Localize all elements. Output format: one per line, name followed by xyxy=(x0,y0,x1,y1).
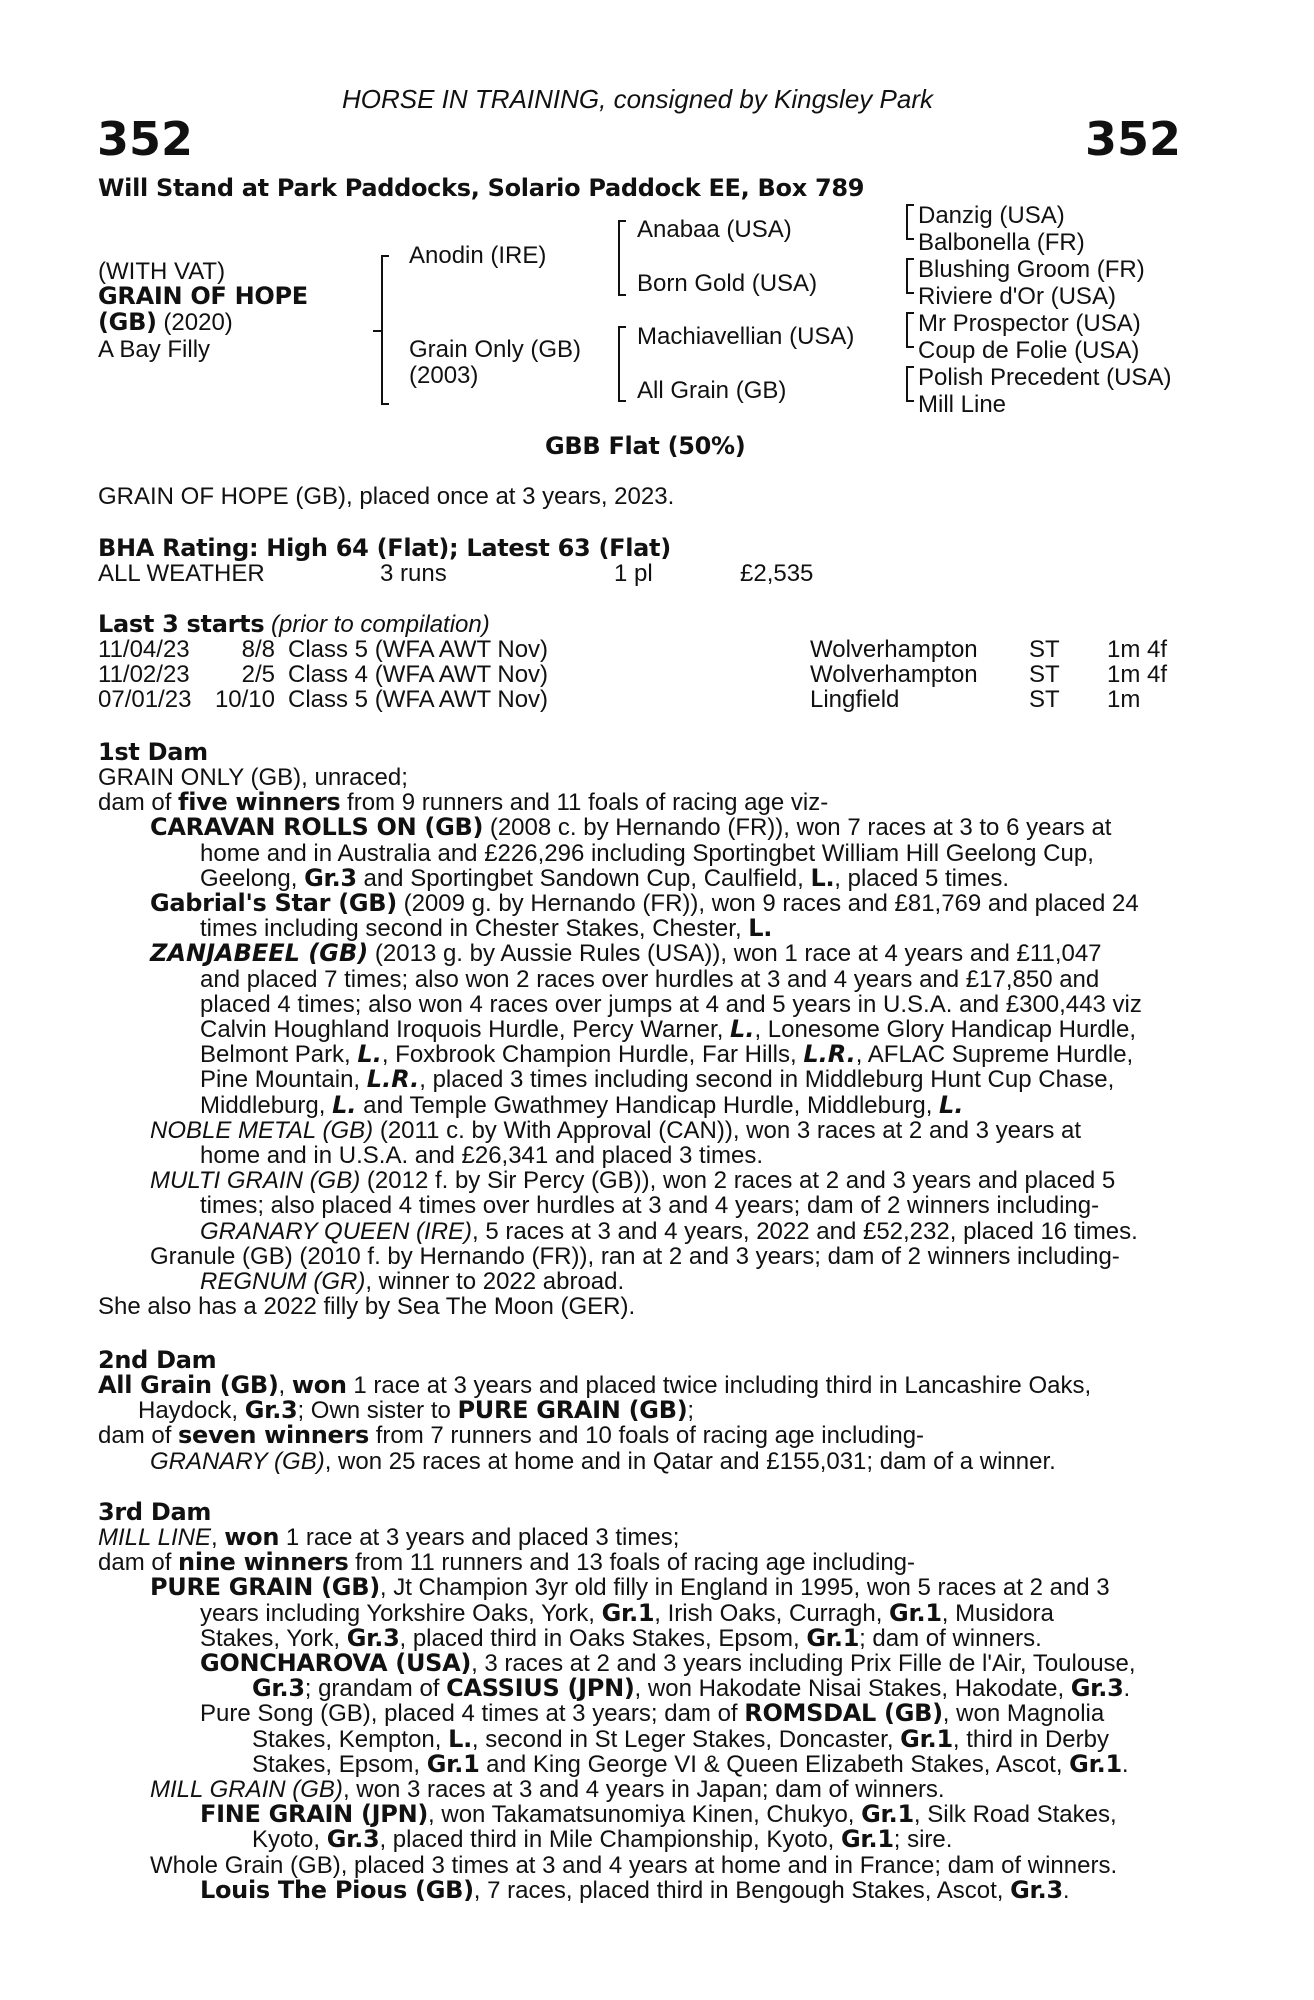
race-summary: GRAIN OF HOPE (GB), placed once at 3 years, 2023. xyxy=(98,483,675,510)
text-run: Gr.3 xyxy=(304,863,357,892)
text-run: , Musidora xyxy=(941,1599,1054,1627)
text-line xyxy=(98,1373,1200,1398)
text-line xyxy=(98,1724,1200,1753)
text-run: five winners xyxy=(178,788,341,817)
text-run: Gr.1 xyxy=(861,1800,914,1829)
pedigree-gg-4: Riviere d'Or (USA) xyxy=(918,283,1116,310)
text-run: Middleburg, xyxy=(200,1091,333,1119)
text-run: Kyoto, xyxy=(252,1826,327,1854)
text-run: , 5 races at 3 and 4 years, 2022 and £52,232, placed 16 times. xyxy=(472,1217,1138,1245)
text-run: won xyxy=(224,1523,280,1551)
text-run: times including second in Chester Stakes, Chester, xyxy=(200,915,749,943)
start-race: Class 5 (WFA AWT Nov) xyxy=(288,636,549,663)
start-position: 10/10 xyxy=(214,686,275,713)
text-run: ; xyxy=(687,1397,695,1425)
lot-number-left: 352 xyxy=(97,112,194,166)
pedigree-bracket-sire xyxy=(618,220,620,296)
text-line xyxy=(98,815,1200,840)
text-run: from 11 runners and 13 foals of racing age including- xyxy=(348,1549,916,1577)
text-line xyxy=(98,765,1200,790)
vat-note: GBB Flat (50%) xyxy=(545,432,746,460)
start-race: Class 5 (WFA AWT Nov) xyxy=(288,686,549,713)
text-run: dam of xyxy=(98,1422,179,1450)
text-run: . xyxy=(1123,1675,1131,1703)
text-run: L. xyxy=(448,1724,472,1753)
text-line xyxy=(98,841,1200,866)
text-run: CARAVAN ROLLS ON (GB) xyxy=(150,813,484,842)
text-line xyxy=(98,1193,1200,1218)
text-run: , won Hakodate Nisai Stakes, Hakodate, xyxy=(634,1675,1071,1703)
horse-description: A Bay Filly xyxy=(98,336,211,363)
stand-location: Will Stand at Park Paddocks, Solario Paddock EE, Box 789 xyxy=(98,174,865,202)
text-line xyxy=(98,1269,1200,1294)
text-run: FINE GRAIN (JPN) xyxy=(200,1800,429,1829)
text-run: Gr.3 xyxy=(1070,1674,1124,1703)
text-run: dam of xyxy=(98,789,179,817)
first-dam-section xyxy=(98,765,1200,1319)
start-course: Wolverhampton xyxy=(810,661,978,688)
text-line xyxy=(98,1802,1200,1827)
pedigree-bracket-g3 xyxy=(906,312,908,348)
pedigree-dam-year: (2003) xyxy=(409,362,479,389)
text-run: L. xyxy=(332,1090,357,1119)
text-run: 1 race at 3 years and placed 3 times; xyxy=(279,1524,680,1551)
pedigree-bracket-g4 xyxy=(906,366,908,402)
text-run: , won 25 races at home and in Qatar and £155,031; dam of a winner. xyxy=(324,1447,1056,1475)
lot-number-right: 352 xyxy=(1085,112,1182,166)
start-date: 07/01/23 xyxy=(98,686,192,713)
text-run: , Foxbrook Champion Hurdle, Far Hills, xyxy=(381,1041,804,1069)
text-run: L. xyxy=(730,1015,755,1044)
text-run: Gr.3 xyxy=(244,1396,298,1425)
pedigree-gg-3: Blushing Groom (FR) xyxy=(918,256,1145,283)
text-line xyxy=(98,1575,1200,1600)
text-run: Granule (GB) (2010 f. by Hernando (FR)), ran at 2 and 3 years; dam of 2 winners including- xyxy=(150,1242,1120,1270)
text-run: , second in St Leger Stakes, Doncaster, xyxy=(471,1725,901,1753)
text-run: L. xyxy=(939,1090,964,1119)
horse-name: GRAIN OF HOPE xyxy=(98,282,308,310)
pedigree-gg-1: Danzig (USA) xyxy=(918,202,1065,229)
text-line xyxy=(98,1219,1200,1244)
text-run: and placed 7 times; also won 2 races over hurdles at 3 and 4 years and £17,850 and xyxy=(200,965,1100,993)
start-position: 8/8 xyxy=(241,636,275,663)
text-run: . xyxy=(1062,1876,1070,1904)
text-line xyxy=(98,1749,1200,1778)
page-title: HORSE IN TRAINING, consigned by Kingsley Park xyxy=(342,84,933,114)
pedigree-gg-5: Mr Prospector (USA) xyxy=(918,310,1141,337)
text-line xyxy=(98,1143,1200,1168)
text-line xyxy=(98,1244,1200,1269)
text-run: Gabrial's Star (GB) xyxy=(150,889,397,918)
text-run: , placed 5 times. xyxy=(834,864,1010,892)
text-run: MILL LINE xyxy=(98,1524,211,1551)
text-line xyxy=(98,941,1200,966)
text-run: MULTI GRAIN (GB) xyxy=(150,1167,361,1195)
pedigree-bracket-main xyxy=(381,255,383,405)
text-run: and Temple Gwathmey Handicap Hurdle, Middleburg, xyxy=(356,1091,940,1119)
horse-year: (2020) xyxy=(156,309,233,336)
text-run: , won Takamatsunomiya Kinen, Chukyo, xyxy=(428,1801,862,1829)
start-position: 2/5 xyxy=(241,661,275,688)
text-line xyxy=(98,1398,1200,1423)
text-run: Pine Mountain, xyxy=(200,1066,367,1094)
horse-country: (GB) xyxy=(98,308,157,336)
text-line xyxy=(98,1827,1200,1852)
text-run: Gr.3 xyxy=(252,1674,305,1703)
text-line xyxy=(98,1550,1200,1575)
text-run: GRANARY (GB) xyxy=(150,1447,325,1475)
text-run: and Sportingbet Sandown Cup, Caulfield, xyxy=(356,864,811,892)
text-line xyxy=(98,967,1200,992)
text-run: Stakes, Kempton, xyxy=(252,1725,449,1753)
text-run: L. xyxy=(748,914,773,943)
text-run: Calvin Houghland Iroquois Hurdle, Percy Warner, xyxy=(200,1016,731,1044)
text-run: seven winners xyxy=(178,1421,370,1450)
bha-runs: 3 runs xyxy=(380,560,447,587)
text-run: L. xyxy=(357,1040,382,1069)
text-run: dam of xyxy=(98,1549,179,1577)
text-run: home and in U.S.A. and £26,341 and placed 3 times. xyxy=(200,1142,764,1170)
second-dam-heading: 2nd Dam xyxy=(98,1346,217,1374)
text-run: Gr.3 xyxy=(1010,1875,1063,1904)
text-run: Geelong, xyxy=(200,864,305,892)
text-run: Gr.1 xyxy=(889,1598,942,1627)
text-run: Whole Grain (GB), placed 3 times at 3 and 4 years at home and in France; dam of winners. xyxy=(150,1851,1118,1879)
text-line xyxy=(98,1623,1200,1652)
text-run: from 9 runners and 11 foals of racing age viz- xyxy=(340,789,829,817)
text-line xyxy=(98,1168,1200,1193)
text-line xyxy=(98,1875,1200,1904)
text-run: Gr.1 xyxy=(900,1724,953,1753)
text-run: nine winners xyxy=(178,1548,349,1577)
start-distance: 1m 4f xyxy=(1107,661,1168,688)
text-run: All Grain (GB) xyxy=(98,1371,279,1399)
text-run: Gr.1 xyxy=(806,1623,860,1652)
text-run: GRANARY QUEEN (IRE) xyxy=(200,1217,473,1245)
pedigree-gg-7: Polish Precedent (USA) xyxy=(918,364,1172,391)
text-run: 1 race at 3 years and placed twice including third in Lancashire Oaks, xyxy=(346,1372,1092,1399)
bha-surface: ALL WEATHER xyxy=(98,560,265,587)
text-run: Haydock, xyxy=(138,1397,245,1425)
text-run: L. xyxy=(810,863,835,892)
text-run: L.R. xyxy=(803,1040,856,1069)
text-run: CASSIUS (JPN) xyxy=(446,1674,635,1703)
text-run: She also has a 2022 filly by Sea The Moon (GER). xyxy=(98,1293,636,1321)
text-run: , placed 3 times including second in Middleburg Hunt Cup Chase, xyxy=(419,1066,1115,1094)
text-line xyxy=(98,1017,1200,1042)
text-run: ; sire. xyxy=(893,1826,953,1854)
text-line xyxy=(98,992,1200,1017)
start-course: Lingfield xyxy=(810,686,900,713)
text-run: Gr.1 xyxy=(601,1598,655,1627)
text-run: ROMSDAL (GB) xyxy=(744,1699,943,1728)
text-run: MILL GRAIN (GB) xyxy=(150,1776,343,1804)
second-dam-section xyxy=(98,1373,1200,1474)
text-run: , third in Derby xyxy=(952,1725,1109,1753)
text-run: (2013 g. by Aussie Rules (USA)), won 1 race at 4 years and £11,047 xyxy=(368,940,1102,968)
bha-rating: BHA Rating: High 64 (Flat); Latest 63 (Flat) xyxy=(98,534,671,562)
text-run: . xyxy=(1121,1750,1129,1778)
text-line xyxy=(98,1651,1200,1676)
start-date: 11/02/23 xyxy=(98,661,190,688)
text-run: ; dam of winners. xyxy=(859,1624,1042,1652)
text-line xyxy=(98,1525,1200,1550)
start-distance: 1m 4f xyxy=(1107,636,1168,663)
pedigree-bracket-g2 xyxy=(906,258,908,294)
start-surface: ST xyxy=(1029,636,1060,663)
text-run: ; grandam of xyxy=(304,1675,447,1703)
text-run: Stakes, Epsom, xyxy=(252,1750,427,1778)
text-run: Belmont Park, xyxy=(200,1041,358,1069)
text-run: placed 4 times; also won 4 races over jumps at 4 and 5 years in U.S.A. and £300,443 viz xyxy=(200,990,1142,1018)
last-starts-heading xyxy=(98,612,490,637)
text-run: Gr.3 xyxy=(346,1623,400,1652)
text-run: Stakes, York, xyxy=(200,1624,347,1652)
text-run: ; Own sister to xyxy=(297,1397,458,1425)
pedigree-sire-sire: Anabaa (USA) xyxy=(637,216,792,243)
pedigree-gg-2: Balbonella (FR) xyxy=(918,229,1085,256)
text-line xyxy=(98,891,1200,916)
text-run: ZANJABEEL (GB) xyxy=(150,939,369,968)
text-run: Gr.1 xyxy=(426,1749,480,1778)
text-run: (2009 g. by Hernando (FR)), won 9 races and £81,769 and placed 24 xyxy=(396,890,1139,918)
text-run: , Irish Oaks, Curragh, xyxy=(654,1599,890,1627)
pedigree-bracket-dam xyxy=(618,326,620,402)
text-run: , won Magnolia xyxy=(942,1700,1105,1728)
text-line xyxy=(98,1449,1200,1474)
text-run: won xyxy=(291,1371,347,1399)
text-line xyxy=(98,863,1200,892)
pedigree-sire-dam: Born Gold (USA) xyxy=(637,270,818,297)
text-run: Gr.1 xyxy=(1069,1749,1122,1778)
text-run: home and in Australia and £226,296 including Sportingbet William Hill Geelong Cup, xyxy=(200,839,1094,867)
text-run: , Jt Champion 3yr old filly in England in 1995, won 5 races at 2 and 3 xyxy=(379,1574,1110,1602)
text-run: years including Yorkshire Oaks, York, xyxy=(200,1599,602,1627)
text-line xyxy=(98,1294,1200,1319)
text-run: , 3 races at 2 and 3 years including Prix Fille de l'Air, Toulouse, xyxy=(471,1650,1136,1678)
text-run: , Silk Road Stakes, xyxy=(913,1801,1117,1829)
text-run: PURE GRAIN (GB) xyxy=(457,1396,688,1425)
text-run: Louis The Pious (GB) xyxy=(200,1875,474,1904)
pedigree-dam: Grain Only (GB) xyxy=(409,336,582,363)
last-starts-note: (prior to compilation) xyxy=(264,611,490,638)
text-run: (2011 c. by With Approval (CAN)), won 3 races at 2 and 3 years at xyxy=(373,1116,1082,1144)
text-run: , placed third in Mile Championship, Kyoto, xyxy=(379,1826,842,1854)
text-line xyxy=(98,1090,1200,1119)
start-course: Wolverhampton xyxy=(810,636,978,663)
text-run: Gr.1 xyxy=(841,1825,894,1854)
text-run: L.R. xyxy=(366,1065,420,1094)
text-run: times; also placed 4 times over hurdles at 3 and 4 years; dam of 2 winners including- xyxy=(200,1192,1100,1220)
text-line xyxy=(98,1853,1200,1878)
text-run: GONCHAROVA (USA) xyxy=(200,1649,472,1678)
pedigree-gg-6: Coup de Folie (USA) xyxy=(918,337,1140,364)
pedigree-dam-dam: All Grain (GB) xyxy=(637,377,787,404)
text-run: Gr.3 xyxy=(326,1825,380,1854)
text-run: , won 3 races at 3 and 4 years in Japan; dam of winners. xyxy=(342,1776,945,1804)
third-dam-section xyxy=(98,1525,1200,1903)
start-race: Class 4 (WFA AWT Nov) xyxy=(288,661,549,688)
text-run: PURE GRAIN (GB) xyxy=(150,1573,380,1602)
pedigree-gg-8: Mill Line xyxy=(918,391,1007,418)
pedigree-dam-sire: Machiavellian (USA) xyxy=(637,323,855,350)
pedigree-bracket-g1 xyxy=(906,204,908,240)
text-run: Pure Song (GB), placed 4 times at 3 years; dam of xyxy=(200,1700,745,1728)
text-run: (2008 c. by Hernando (FR)), won 7 races at 3 to 6 years at xyxy=(483,814,1112,842)
text-line xyxy=(98,1042,1200,1067)
text-run: REGNUM (GR) xyxy=(200,1268,366,1296)
text-run: and King George VI & Queen Elizabeth Stakes, Ascot, xyxy=(479,1750,1070,1778)
text-run: (2012 f. by Sir Percy (GB)), won 2 races at 2 and 3 years and placed 5 xyxy=(360,1167,1116,1195)
text-run: , AFLAC Supreme Hurdle, xyxy=(855,1041,1134,1069)
last-starts-title: Last 3 starts xyxy=(98,610,265,638)
text-line xyxy=(98,1598,1200,1627)
text-run: GRAIN ONLY (GB), unraced; xyxy=(98,764,408,791)
bha-earnings: £2,535 xyxy=(740,560,814,587)
start-date: 11/04/23 xyxy=(98,636,190,663)
text-line xyxy=(98,1777,1200,1802)
text-run: from 7 runners and 10 foals of racing age including- xyxy=(369,1422,925,1450)
start-surface: ST xyxy=(1029,686,1060,713)
text-line xyxy=(98,916,1200,941)
text-run: , placed third in Oaks Stakes, Epsom, xyxy=(399,1624,807,1652)
text-line xyxy=(98,1423,1200,1448)
third-dam-heading: 3rd Dam xyxy=(98,1498,212,1526)
text-line xyxy=(98,790,1200,815)
horse-origin-year xyxy=(98,310,233,335)
text-run: , Lonesome Glory Handicap Hurdle, xyxy=(754,1016,1136,1044)
text-line xyxy=(98,1067,1200,1092)
start-surface: ST xyxy=(1029,661,1060,688)
bha-placed: 1 pl xyxy=(614,560,653,587)
vat-label: (WITH VAT) xyxy=(98,258,226,285)
text-line xyxy=(98,1118,1200,1143)
pedigree-sire: Anodin (IRE) xyxy=(409,242,547,269)
text-run: , 7 races, placed third in Bengough Stakes, Ascot, xyxy=(473,1876,1011,1904)
text-line xyxy=(98,1701,1200,1726)
start-distance: 1m xyxy=(1107,686,1141,713)
text-line xyxy=(98,1676,1200,1701)
first-dam-heading: 1st Dam xyxy=(98,738,208,766)
text-run: , xyxy=(210,1524,225,1551)
text-run: NOBLE METAL (GB) xyxy=(150,1116,374,1144)
text-run: , xyxy=(278,1372,292,1399)
text-run: , winner to 2022 abroad. xyxy=(365,1268,625,1296)
